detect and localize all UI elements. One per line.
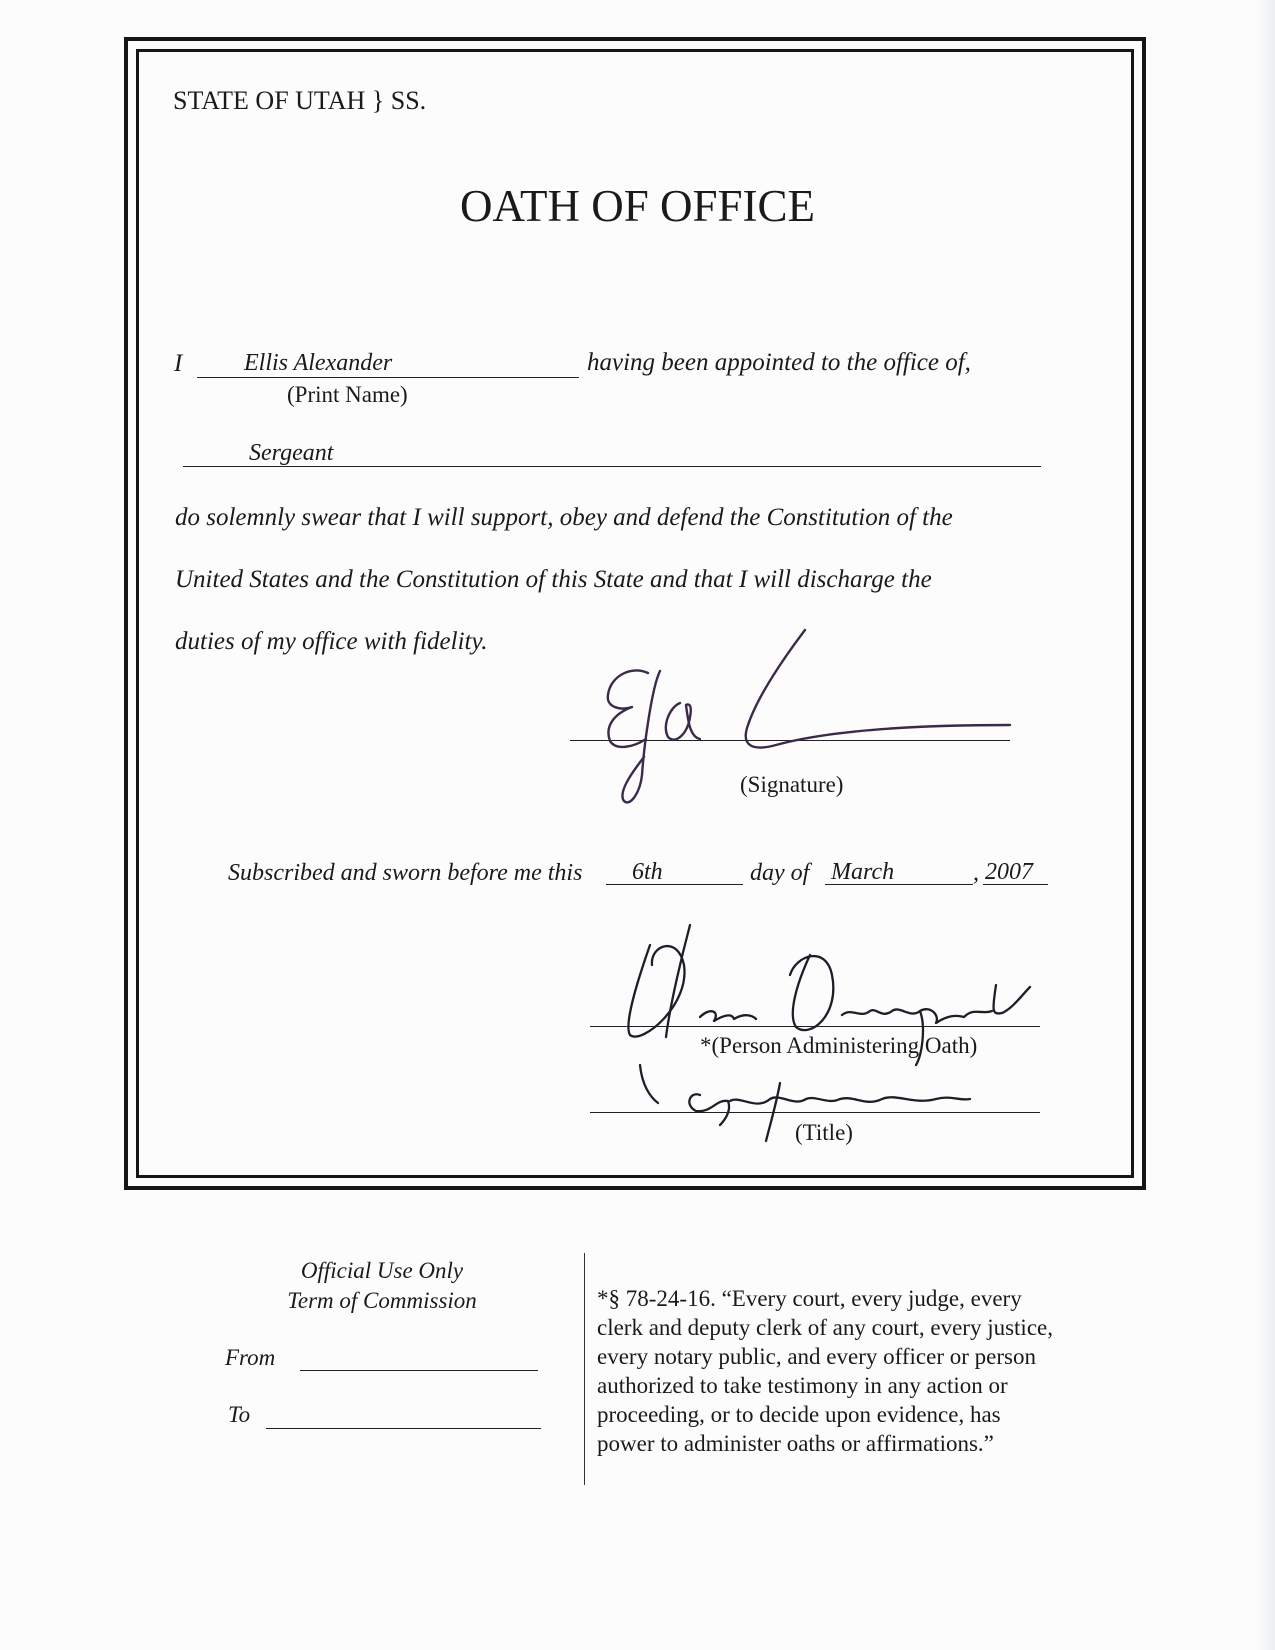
statute-text [597, 1284, 1117, 1458]
statute-line: power to administer oaths or affirmations.” [597, 1431, 994, 1456]
signature-caption: (Signature) [740, 772, 844, 797]
page-title: OATH OF OFFICE [459, 181, 816, 231]
print-name-value: Ellis Alexander [244, 350, 393, 376]
to-underline [266, 1428, 541, 1429]
section-divider [584, 1253, 585, 1485]
office-value: Sergeant [249, 440, 334, 466]
statute-line: proceeding, or to decide upon evidence, has [597, 1402, 1001, 1427]
day-underline [606, 884, 743, 885]
state-line: STATE OF UTAH } SS. [173, 86, 427, 115]
day-value: 6th [632, 859, 663, 885]
comma-separator: , [973, 860, 979, 886]
statute-line: authorized to take testimony in any action or [597, 1373, 1008, 1398]
official-use-heading: Official Use Only [300, 1258, 464, 1283]
oath-body-line-2: United States and the Constitution of this State and that I will discharge the [175, 566, 932, 593]
name-underline [197, 377, 579, 378]
title-underline [590, 1112, 1040, 1113]
from-label: From [225, 1345, 276, 1370]
pronoun-i: I [174, 350, 183, 377]
print-name-caption: (Print Name) [287, 382, 408, 407]
statute-line: *§ 78-24-16. “Every court, every judge, every [597, 1286, 1022, 1311]
title-caption: (Title) [795, 1120, 853, 1145]
oath-body-line-1: do solemnly swear that I will support, obey and defend the Constitution of the [175, 504, 953, 531]
scan-edge-shadow [1257, 0, 1275, 1650]
oath-body-line-3: duties of my office with fidelity. [175, 628, 488, 655]
subscribed-text: Subscribed and sworn before me this [228, 860, 583, 886]
to-label: To [228, 1402, 251, 1427]
from-underline [300, 1370, 538, 1371]
administrator-caption: *(Person Administering Oath) [700, 1033, 978, 1058]
statute-line: every notary public, and every officer or person [597, 1344, 1036, 1369]
term-of-commission-heading: Term of Commission [287, 1288, 477, 1313]
month-value: March [831, 859, 895, 885]
appointment-text: having been appointed to the office of, [587, 349, 971, 376]
statute-line: clerk and deputy clerk of any court, every justice, [597, 1315, 1053, 1340]
day-of-text: day of [750, 860, 810, 886]
year-value: 2007 [985, 859, 1033, 885]
administrator-signature-image [620, 915, 1060, 1145]
